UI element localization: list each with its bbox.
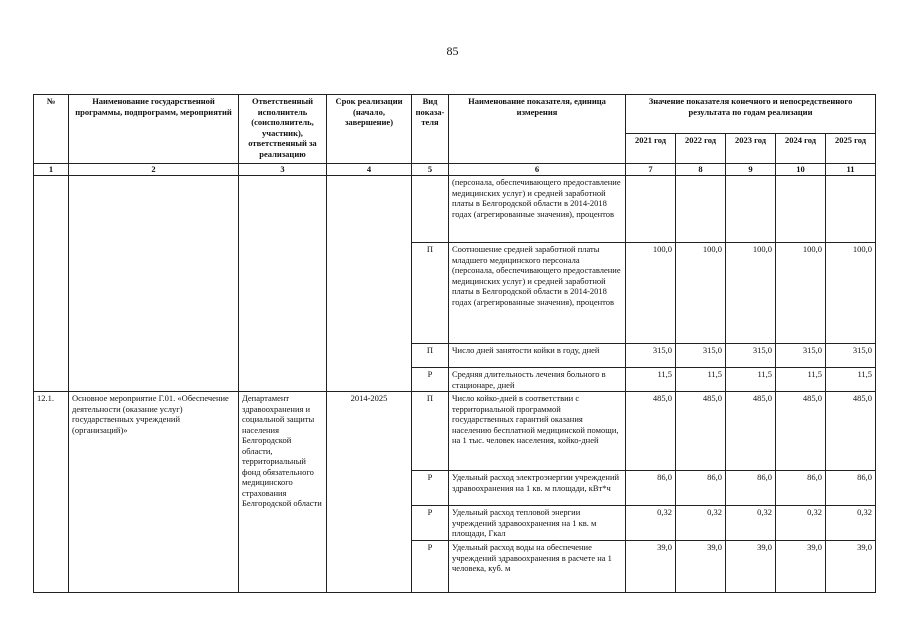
indicator-name: Средняя длительность лечения больного в стационаре, дней: [449, 368, 626, 392]
page-number: 85: [446, 44, 459, 58]
activity-executor: Департамент здравоохранения и социальной защиты населения Белгородской области, территориальный фонд обязательного медицинского страхования Белгородской области: [239, 392, 327, 593]
indicator-value: 315,0: [826, 344, 876, 368]
cell-empty: [239, 176, 327, 392]
indicator-name: Число дней занятости койки в году, дней: [449, 344, 626, 368]
table-row: [34, 392, 876, 471]
indicator-value: 315,0: [626, 344, 676, 368]
activity-number: 12.1.: [34, 392, 69, 593]
indicator-type: Р: [412, 368, 449, 392]
indicator-value: 39,0: [826, 541, 876, 593]
indicator-value: 39,0: [726, 541, 776, 593]
indicator-value: 86,0: [726, 471, 776, 506]
indicator-name: Число койко-дней в соответствии с территориальной программой государственных гарантий оказания населению бесплатной медицинской помощи, на 1 тыс. человек населения, койко-дней: [449, 392, 626, 471]
header-year: 2024 год: [776, 134, 826, 164]
column-number: 3: [239, 164, 327, 176]
column-number: 11: [826, 164, 876, 176]
column-number: 4: [327, 164, 412, 176]
header-name: Наименование государственной программы, подпрограмм, мероприятий: [69, 95, 239, 164]
column-number: 1: [34, 164, 69, 176]
indicator-value: 86,0: [626, 471, 676, 506]
header-no: №: [34, 95, 69, 164]
indicator-value: 0,32: [626, 506, 676, 541]
header-values-group: Значение показателя конечного и непосредственного результата по годам реализации: [626, 95, 876, 134]
column-number: 6: [449, 164, 626, 176]
indicator-value: 86,0: [826, 471, 876, 506]
column-number: 9: [726, 164, 776, 176]
indicator-value: [676, 176, 726, 243]
indicator-type: Р: [412, 471, 449, 506]
indicator-type: [412, 176, 449, 243]
indicator-value: 485,0: [826, 392, 876, 471]
indicator-value: 315,0: [726, 344, 776, 368]
column-number: 10: [776, 164, 826, 176]
indicator-value: 100,0: [676, 243, 726, 344]
header-year: 2022 год: [676, 134, 726, 164]
cell-empty: [34, 176, 69, 392]
header-year: 2025 год: [826, 134, 876, 164]
indicator-value: 39,0: [676, 541, 726, 593]
column-number: 2: [69, 164, 239, 176]
indicator-value: 11,5: [826, 368, 876, 392]
indicator-value: [726, 176, 776, 243]
program-table: [33, 94, 876, 593]
cell-empty: [327, 176, 412, 392]
column-numbers-row: [34, 164, 876, 176]
indicator-value: [776, 176, 826, 243]
indicator-value: 11,5: [776, 368, 826, 392]
indicator-type: Р: [412, 506, 449, 541]
column-number: 7: [626, 164, 676, 176]
column-number: 8: [676, 164, 726, 176]
header-year: 2023 год: [726, 134, 776, 164]
indicator-name: Удельный расход электроэнергии учреждений здравоохранения на 1 кв. м площади, кВт*ч: [449, 471, 626, 506]
indicator-value: 100,0: [626, 243, 676, 344]
indicator-value: 11,5: [676, 368, 726, 392]
indicator-name: Удельный расход тепловой энергии учреждений здравоохранения на 1 кв. м площади, Гкал: [449, 506, 626, 541]
indicator-value: 315,0: [776, 344, 826, 368]
indicator-value: [826, 176, 876, 243]
indicator-type: П: [412, 392, 449, 471]
indicator-value: 39,0: [776, 541, 826, 593]
indicator-value: 39,0: [626, 541, 676, 593]
header-executor: Ответственный исполнитель (соисполнитель, участник), ответственный за реализацию: [239, 95, 327, 164]
indicator-value: 0,32: [676, 506, 726, 541]
indicator-value: 485,0: [776, 392, 826, 471]
indicator-type: П: [412, 344, 449, 368]
indicator-value: 0,32: [726, 506, 776, 541]
header-indicator-name: Наименование показателя, единица измерения: [449, 95, 626, 164]
indicator-value: 100,0: [726, 243, 776, 344]
indicator-value: 0,32: [826, 506, 876, 541]
indicator-value: 315,0: [676, 344, 726, 368]
indicator-value: 0,32: [776, 506, 826, 541]
cell-empty: [69, 176, 239, 392]
indicator-value: 11,5: [726, 368, 776, 392]
indicator-value: 485,0: [626, 392, 676, 471]
indicator-value: 86,0: [676, 471, 726, 506]
indicator-value: 100,0: [826, 243, 876, 344]
indicator-name: (персонала, обеспечивающего предоставление медицинских услуг) и средней заработной платы в Белгородской области в 2014-2018 годах (агрегированные значения), процентов: [449, 176, 626, 243]
column-number: 5: [412, 164, 449, 176]
activity-name: Основное мероприятие Г.01. «Обеспечение деятельности (оказание услуг) государственных учреждений (организаций)»: [69, 392, 239, 593]
indicator-value: 11,5: [626, 368, 676, 392]
indicator-value: 485,0: [726, 392, 776, 471]
indicator-value: 86,0: [776, 471, 826, 506]
indicator-value: [626, 176, 676, 243]
header-indicator-type: Вид показа-теля: [412, 95, 449, 164]
indicator-type: Р: [412, 541, 449, 593]
header-term: Срок реализации (начало, завершение): [327, 95, 412, 164]
table-row: [34, 176, 876, 243]
indicator-value: 100,0: [776, 243, 826, 344]
indicator-type: П: [412, 243, 449, 344]
indicator-value: 485,0: [676, 392, 726, 471]
header-year: 2021 год: [626, 134, 676, 164]
indicator-name: Соотношение средней заработной платы младшего медицинского персонала (персонала, обеспечивающего предоставление медицинских услуг) и средней заработной платы в Белгородской области в 2014-2018 годах (агрегированные значения), процентов: [449, 243, 626, 344]
indicator-name: Удельный расход воды на обеспечение учреждений здравоохранения в расчете на 1 человека, куб. м: [449, 541, 626, 593]
activity-term: 2014-2025: [327, 392, 412, 593]
